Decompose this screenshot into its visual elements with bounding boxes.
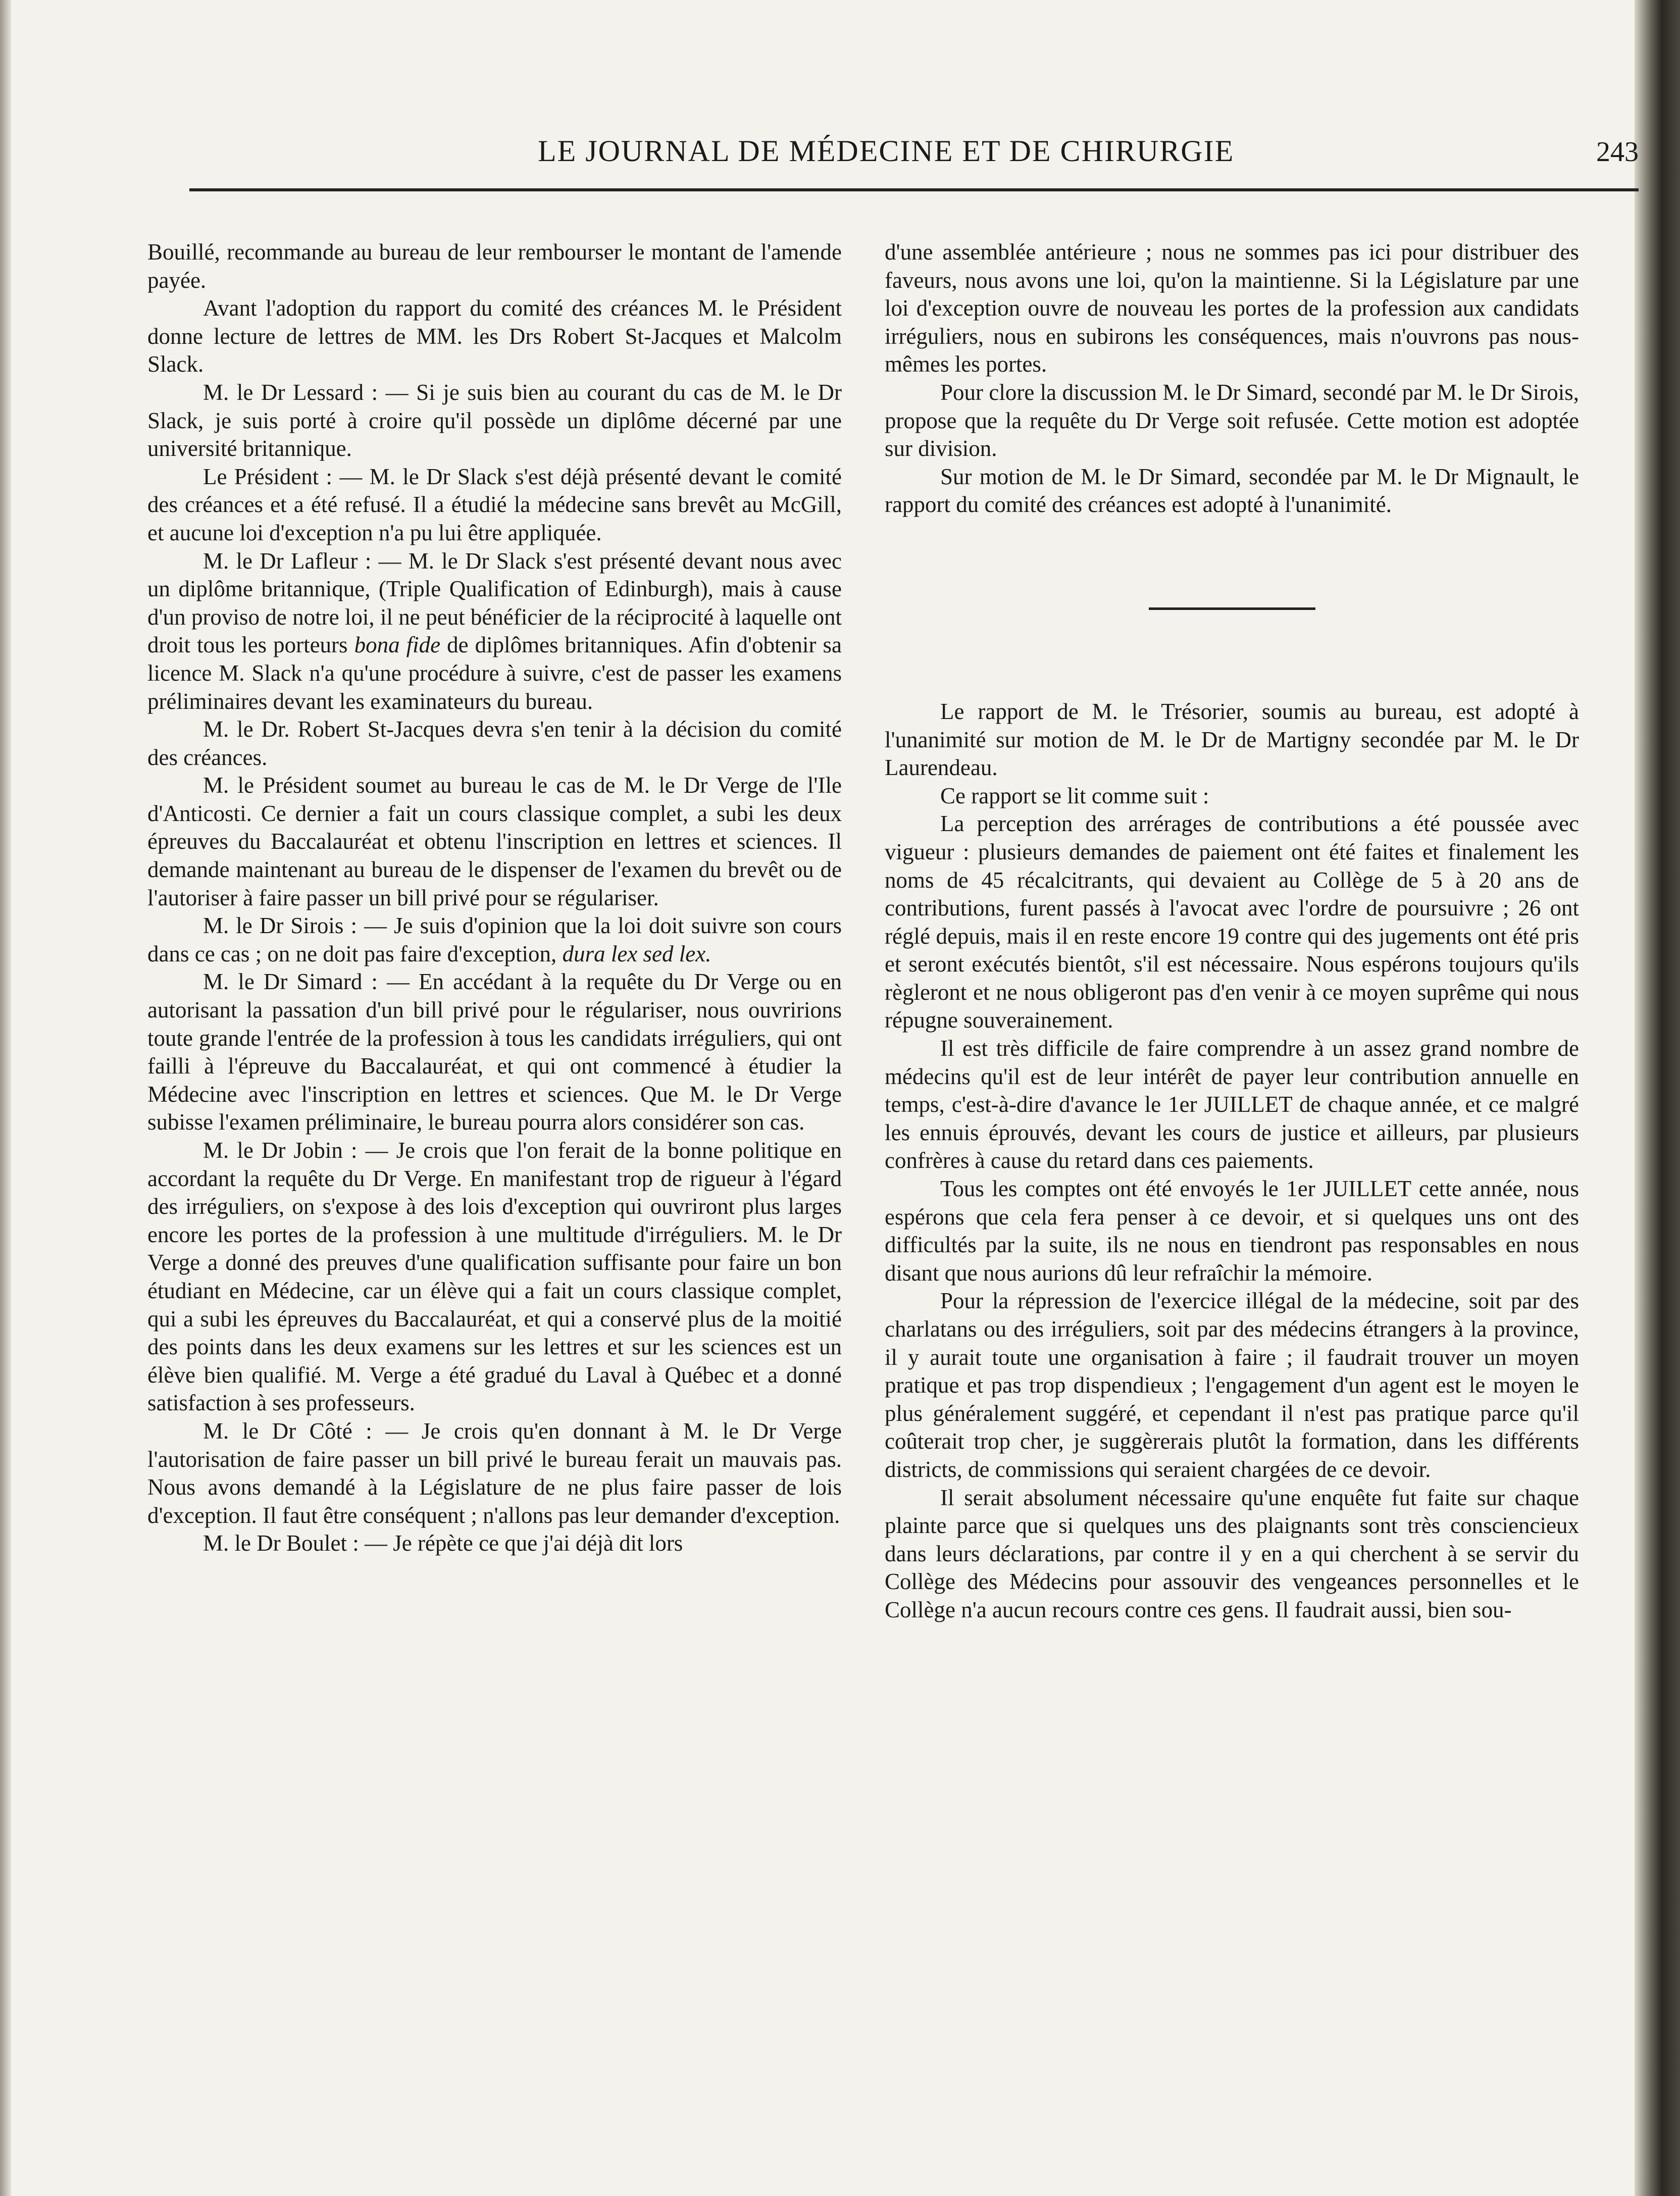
paragraph: Bouillé, recommande au bureau de leur rembourser le montant de l'amende payée. [147, 239, 842, 293]
paragraph: M. le Dr Simard : — En accédant à la requête du Dr Verge ou en autorisant la passation d'un bill privé pour le régulariser, nous ouvririons toute grande l'entrée de la profession à tous les candidats irréguliers, qui ont failli à l'épreuve du Baccalauréat, et qui ont commencé à étudier la Médecine avec l'inscription en lettres et sciences. Que M. le Dr Verge subisse l'examen préliminaire, le bureau pourra alors considérer son cas. [147, 969, 842, 1135]
paragraph: M. le Président soumet au bureau le cas de M. le Dr Verge de l'Ile d'Anticosti. Ce dernier a fait un cours classique complet, a subi les deux épreuves du Baccalauréat et obtenu l'inscription en lettres et sciences. Il demande maintenant au bureau de le dispenser de l'examen du brevêt ou de l'autoriser à faire passer un bill privé pour se régulariser. [147, 773, 842, 910]
paragraph: Avant l'adoption du rapport du comité des créances M. le Président donne lecture de lettres de MM. les Drs Robert St-Jacques et Malcolm Slack. [147, 295, 842, 377]
text-run: M. le Dr Lafleur : — M. le Dr Slack s'est présenté devant nous avec un diplôme britannique, (Triple Qualification of Edinburgh), mais à cause d'un proviso de notre loi, il ne peut bénéficier de la réciprocité à laquelle ont droit tous les porteurs [147, 548, 842, 658]
paragraph: Pour clore la discussion M. le Dr Simard, secondé par M. le Dr Sirois, propose que la requête du Dr Verge soit refusée. Cette motion est adoptée sur division. [885, 379, 1579, 462]
text-run: M. le Dr Sirois : — Je suis d'opinion que la loi doit suivre son cours dans ce cas ; on ne doit pas faire d'exception, [147, 913, 842, 966]
paragraph: Sur motion de M. le Dr Simard, secondée par M. le Dr Mignault, le rapport du comité des créances est adopté à l'unanimité. [885, 464, 1579, 518]
paragraph [147, 547, 842, 716]
paragraph: Le Président : — M. le Dr Slack s'est déjà présenté devant le comité des créances et a été refusé. Il a étudié la médecine sans brevêt au McGill, et aucune loi d'exception n'a pu lui être appliquée. [147, 464, 842, 545]
running-title: LE JOURNAL DE MÉDECINE ET DE CHIRURGIE [538, 134, 1235, 168]
paragraph: Il serait absolument nécessaire qu'une enquête fut faite sur chaque plainte parce que si quelques uns des plaignants sont très consciencieux dans leurs déclarations, par contre il y en a qui cherchent à se servir du Collège des Médecins pour assouvir des vengeances personnelles et le Collège n'a aucun recours contre ces gens. Il faudrait aussi, bien sou- [885, 1485, 1579, 1622]
page-header [189, 134, 1639, 179]
paragraph: Pour la répression de l'exercice illégal de la médecine, soit par des charlatans ou des irréguliers, soit par des médecins étrangers à la province, il y aurait toute une organisation à faire ; il faudrait trouver un moyen pratique et pas trop dispendieux ; l'engagement d'un agent est le moyen le plus généralement suggéré, et cependant il n'est pas pratique parce qu'il coûterait trop cher, je suggèrerais plutôt la formation, dans les différents districts, de commissions qui seraient chargées de ce devoir. [885, 1288, 1579, 1482]
paragraph: M. le Dr. Robert St-Jacques devra s'en tenir à la décision du comité des créances. [147, 717, 842, 770]
page-edge-right [1635, 0, 1680, 2196]
paragraph: M. le Dr Jobin : — Je crois que l'on ferait de la bonne politique en accordant la requête du Dr Verge. En manifestant trop de rigueur à l'égard des irréguliers, on s'expose à des lois d'exception qui ouvriront plus larges encore les portes de la profession à une multitude d'irréguliers. M. le Dr Verge a donné des preuves d'une qualification suffisante pour faire un bon étudiant en Médecine, car un élève qui a fait un cours classique complet, qui a subi les épreuves du Baccalauréat, et qui a conservé plus de la moitié des points dans les deux examens sur les lettres et sur les sciences est un élève bien qualifié. M. Verge a été gradué du Laval à Québec et a donné satisfaction à ses professeurs. [147, 1138, 842, 1416]
page-edge-left [0, 0, 11, 2196]
paragraph: Le rapport de M. le Trésorier, soumis au bureau, est adopté à l'unanimité sur motion de M. le Dr de Martigny secondée par M. le Dr Laurendeau. [885, 698, 1579, 781]
section-divider-wrap [885, 607, 1579, 610]
paragraph: M. le Dr Lessard : — Si je suis bien au courant du cas de M. le Dr Slack, je suis porté à croire qu'il possède un diplôme décerné par une université britannique. [147, 379, 842, 462]
italic-phrase: bona fide [354, 632, 441, 658]
section-divider [1149, 607, 1315, 610]
text-run: de diplômes britanniques. Afin d'obtenir sa licence M. Slack n'a qu'une procédure à suivre, c'est de passer les examens préliminaires devant les examinateurs du bureau. [147, 632, 842, 714]
paragraph: La perception des arrérages de contributions a été poussée avec vigueur : plusieurs demandes de paiement ont été faites et finalement les noms de 45 récalcitrants, qui devaient au Collège de 5 à 20 ans de contributions, furent passés à l'avocat avec l'ordre de poursuivre ; 26 ont réglé depuis, mais il en reste encore 19 contre qui des jugements ont été pris et seront exécutés bientôt, s'il est nécessaire. Nous espérons toujours qu'ils règleront et ne nous obligeront pas d'en venir à ce moyen suprême qui nous répugne souverainement. [885, 811, 1579, 1033]
left-column [147, 238, 842, 1558]
paragraph: Ce rapport se lit comme suit : [940, 783, 1209, 808]
header-rule [189, 188, 1639, 191]
paragraph: Il est très difficile de faire comprendre à un assez grand nombre de médecins qu'il est de leur intérêt de payer leur contribution annuelle en temps, c'est-à-dire d'avance le 1er JUILLET de chaque année, et ce malgré les ennuis éprouvés, devant les cours de justice et ailleurs, par plusieurs confrères à cause du retard dans ces paiements. [885, 1036, 1579, 1173]
paragraph: d'une assemblée antérieure ; nous ne sommes pas ici pour distribuer des faveurs, nous avons une loi, qu'on la maintienne. Si la Législature par une loi d'exception ouvre de nouveau les portes de la profession aux candidats irréguliers, nous en subirons les conséquences, mais n'ouvrons pas nous-mêmes les portes. [885, 239, 1579, 377]
page-number: 243 [1596, 136, 1639, 168]
paragraph: M. le Dr Boulet : — Je répète ce que j'ai déjà dit lors [203, 1530, 683, 1556]
paragraph: Tous les comptes ont été envoyés le 1er JUILLET cette année, nous espérons que cela fera penser à ce devoir, et si quelques uns ont des difficultés par la suite, ils ne nous en tiendront pas responsables en nous disant que nous aurions dû leur refraîchir la mémoire. [885, 1176, 1579, 1286]
right-column [885, 238, 1579, 1624]
paragraph [147, 912, 842, 968]
paragraph: M. le Dr Côté : — Je crois qu'en donnant à M. le Dr Verge l'autorisation de faire passer un bill privé le bureau ferait un mauvais pas. Nous avons demandé à la Législature de ne plus faire passer de lois d'exception. Il faut être conséquent ; n'allons pas leur demander d'exception. [147, 1418, 842, 1528]
italic-phrase: dura lex sed lex. [562, 941, 711, 966]
